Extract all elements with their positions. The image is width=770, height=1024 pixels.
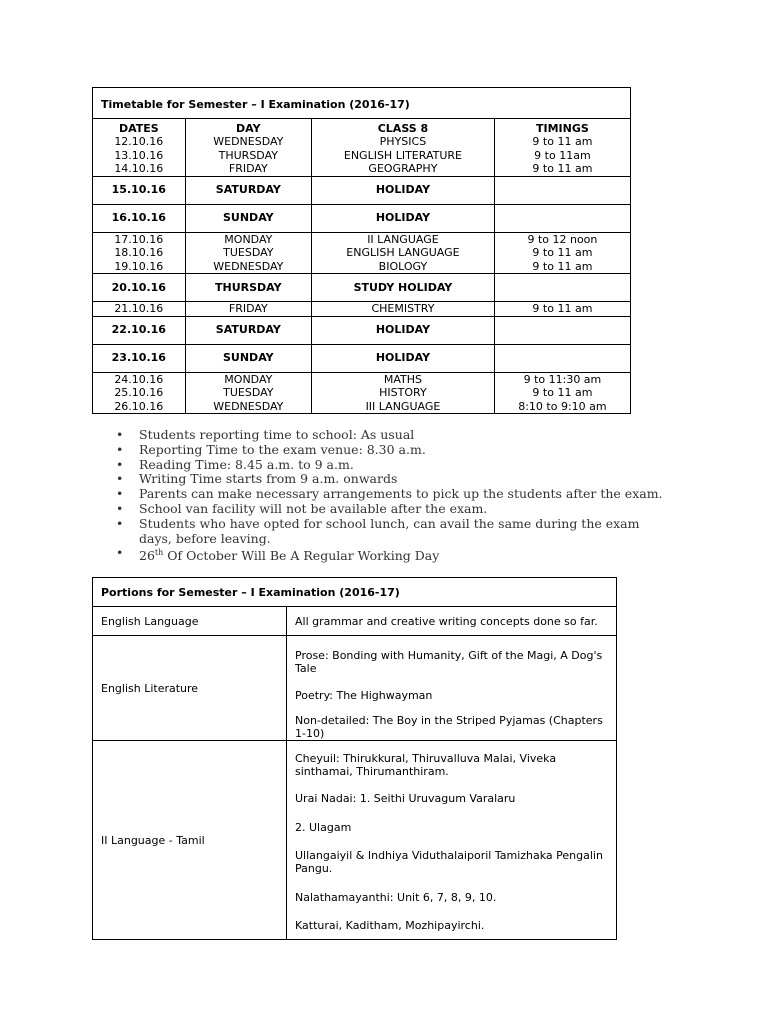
timetable-row — [93, 386, 631, 400]
cell-subject: HOLIDAY — [312, 176, 495, 204]
timetable-row — [93, 316, 631, 344]
cell-day: WEDNESDAY — [185, 400, 311, 414]
cell-subject: BIOLOGY — [312, 260, 495, 274]
portion-details — [287, 636, 617, 741]
cell-date: 16.10.16 — [93, 204, 186, 232]
cell-subject: II LANGUAGE — [312, 232, 495, 246]
portion-line: Katturai, Kaditham, Mozhipayirchi. — [295, 918, 485, 932]
cell-subject: III LANGUAGE — [312, 400, 495, 414]
cell-subject: HISTORY — [312, 386, 495, 400]
cell-date: 22.10.16 — [93, 316, 186, 344]
portion-line: 2. Ulagam — [295, 820, 352, 834]
instruction-text: Students reporting time to school: As usual — [139, 427, 415, 442]
instruction-text: School van facility will not be available after the exam. — [139, 500, 488, 516]
cell-date: 25.10.16 — [114, 386, 164, 399]
cell-timing: 9 to 11 am — [494, 135, 630, 149]
portion-line: Ullangaiyil & Indhiya Viduthalaiporil Tamizhaka Pengalin Pangu. — [295, 849, 603, 875]
cell-date: 23.10.16 — [93, 344, 186, 372]
portion-row — [93, 636, 617, 741]
portions-title: Portions for Semester – I Examination (2016-17) — [93, 578, 617, 607]
timetable-row — [93, 274, 631, 302]
portion-line: All grammar and creative writing concepts done so far. — [295, 614, 598, 628]
instruction-item — [116, 472, 676, 487]
portions-table — [92, 577, 617, 940]
portion-line: Non-detailed: The Boy in the Striped Pyjamas (Chapters 1-10) — [295, 714, 603, 740]
cell-day: SATURDAY — [185, 176, 311, 204]
instruction-text: Reporting Time to the exam venue: 8.30 a.m. — [139, 441, 426, 457]
working-day-text: Of October Will Be A Regular Working Day — [163, 548, 440, 564]
timetable-row — [93, 372, 631, 386]
cell-timing: 9 to 12 noon — [494, 232, 630, 246]
cell-subject: HOLIDAY — [312, 344, 495, 372]
timetable-row — [93, 149, 631, 163]
cell-day: FRIDAY — [185, 162, 311, 176]
instruction-item — [116, 443, 676, 458]
instruction-item — [116, 517, 676, 547]
header-day: DAY — [185, 118, 311, 135]
cell-subject: HOLIDAY — [312, 204, 495, 232]
instruction-text: Reading Time: 8.45 a.m. to 9 a.m. — [139, 456, 354, 472]
cell-timing — [494, 316, 630, 344]
timetable-body — [93, 135, 631, 414]
instruction-text: Writing Time starts from 9 a.m. onwards — [139, 471, 398, 487]
portion-row — [93, 741, 617, 940]
cell-timing: 9 to 11 am — [494, 260, 630, 274]
instruction-item — [116, 546, 676, 564]
cell-date: 12.10.16 — [114, 135, 164, 148]
cell-date: 19.10.16 — [114, 259, 164, 273]
cell-date: 18.10.16 — [114, 246, 164, 259]
cell-subject: CHEMISTRY — [312, 302, 495, 317]
cell-date: 13.10.16 — [114, 148, 164, 162]
cell-timing: 9 to 11 am — [494, 162, 630, 176]
portions-body — [93, 607, 617, 940]
cell-day: THURSDAY — [185, 149, 311, 163]
cell-timing — [494, 176, 630, 204]
timetable-row — [93, 204, 631, 232]
portion-line: Poetry: The Highwayman — [295, 688, 433, 702]
header-dates: DATES — [118, 121, 159, 135]
portion-subject: English Literature — [93, 636, 287, 741]
cell-day: SATURDAY — [185, 316, 311, 344]
cell-subject: STUDY HOLIDAY — [312, 274, 495, 302]
cell-subject: GEOGRAPHY — [312, 162, 495, 176]
timetable — [92, 87, 631, 414]
cell-date: 26.10.16 — [114, 399, 164, 413]
portion-line: Cheyuil: Thirukkural, Thiruvalluva Malai, Viveka sinthamai, Thirumanthiram. — [295, 752, 557, 778]
cell-day: MONDAY — [185, 232, 311, 246]
cell-date: 21.10.16 — [93, 302, 186, 317]
cell-timing — [494, 274, 630, 302]
instruction-item — [116, 487, 676, 502]
cell-day: THURSDAY — [185, 274, 311, 302]
bullet-icon: • — [116, 486, 124, 502]
timetable-row — [93, 400, 631, 414]
instructions-list — [116, 428, 676, 564]
portion-line: Urai Nadai: 1. Seithi Uruvagum Varalaru — [295, 791, 516, 805]
portion-subject: II Language - Tamil — [93, 741, 287, 940]
portion-details — [287, 607, 617, 636]
bullet-icon: • — [116, 441, 124, 457]
bullet-icon: • — [116, 545, 124, 561]
instruction-item — [116, 458, 676, 473]
portion-details — [287, 741, 617, 940]
bullet-icon: • — [116, 427, 124, 442]
cell-subject: ENGLISH LITERATURE — [312, 149, 495, 163]
working-day-date: 26 — [139, 548, 155, 564]
portion-line: Prose: Bonding with Humanity, Gift of the Magi, A Dog's Tale — [295, 649, 603, 675]
cell-day: TUESDAY — [185, 386, 311, 400]
cell-timing: 9 to 11:30 am — [494, 372, 630, 386]
cell-date: 14.10.16 — [114, 162, 164, 175]
bullet-icon: • — [116, 471, 124, 487]
cell-day: TUESDAY — [185, 246, 311, 260]
timetable-row — [93, 162, 631, 176]
cell-date: 15.10.16 — [93, 176, 186, 204]
cell-subject: PHYSICS — [312, 135, 495, 149]
instruction-text: Students who have opted for school lunch, can avail the same during the exam days, before leaving. — [139, 515, 640, 546]
cell-timing: 9 to 11 am — [494, 246, 630, 260]
header-class: CLASS 8 — [312, 118, 495, 135]
cell-subject: HOLIDAY — [312, 316, 495, 344]
cell-day: WEDNESDAY — [185, 260, 311, 274]
cell-day: FRIDAY — [185, 302, 311, 317]
timetable-row — [93, 246, 631, 260]
cell-day: WEDNESDAY — [185, 135, 311, 149]
cell-date: 17.10.16 — [93, 232, 186, 246]
instruction-text: Parents can make necessary arrangements to pick up the students after the exam. — [139, 486, 663, 502]
bullet-icon: • — [116, 456, 124, 472]
instruction-item — [116, 428, 676, 443]
cell-timing: 9 to 11am — [494, 149, 630, 163]
timetable-row — [93, 232, 631, 246]
cell-timing: 9 to 11 am — [494, 302, 630, 317]
cell-subject: MATHS — [312, 372, 495, 386]
ordinal-suffix: th — [154, 548, 164, 558]
timetable-row — [93, 260, 631, 274]
timetable-row — [93, 135, 631, 149]
cell-day: SUNDAY — [185, 344, 311, 372]
bullet-icon: • — [116, 500, 124, 516]
cell-day: MONDAY — [185, 372, 311, 386]
timetable-row — [93, 302, 631, 317]
cell-timing: 9 to 11 am — [494, 386, 630, 400]
cell-timing — [494, 204, 630, 232]
cell-date: 24.10.16 — [93, 372, 186, 386]
timetable-row — [93, 344, 631, 372]
cell-timing — [494, 344, 630, 372]
cell-date: 20.10.16 — [93, 274, 186, 302]
instruction-item — [116, 502, 676, 517]
timetable-row — [93, 176, 631, 204]
cell-timing: 8:10 to 9:10 am — [494, 400, 630, 414]
timetable-title: Timetable for Semester – I Examination (2016-17) — [93, 88, 631, 119]
portion-row — [93, 607, 617, 636]
header-timings: TIMINGS — [494, 118, 630, 135]
bullet-icon: • — [116, 515, 124, 531]
portion-subject: English Language — [93, 607, 287, 636]
portion-line: Nalathamayanthi: Unit 6, 7, 8, 9, 10. — [295, 890, 497, 904]
cell-subject: ENGLISH LANGUAGE — [312, 246, 495, 260]
cell-day: SUNDAY — [185, 204, 311, 232]
